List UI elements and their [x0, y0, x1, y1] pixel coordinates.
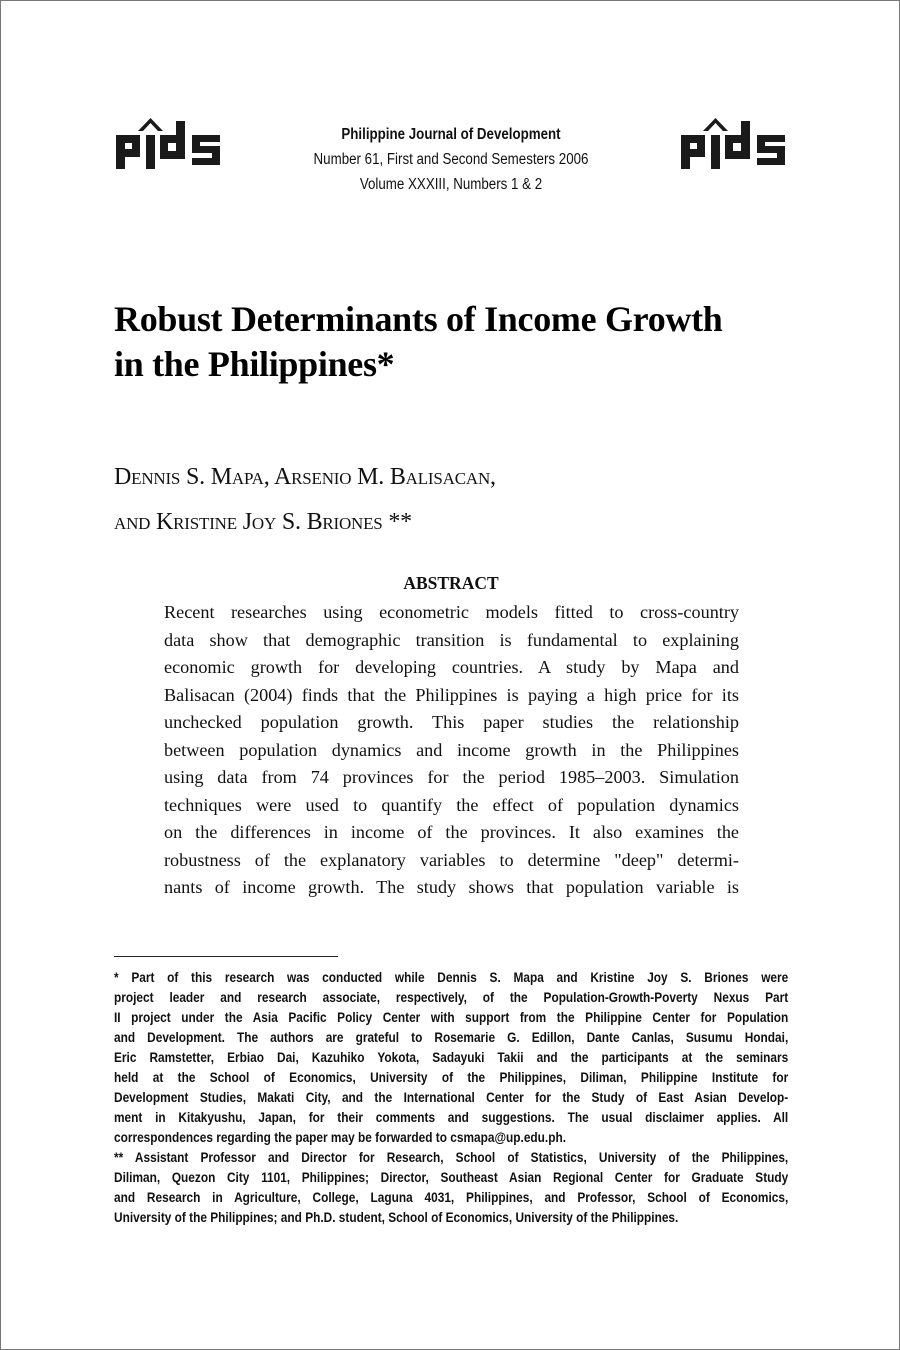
footnote-line: Development Studies, Makati City, and the International Center for the Study of East Asian Develop- [114, 1090, 789, 1105]
footnote-line: correspondences regarding the paper may be forwarded to csmapa@up.edu.ph. [114, 1130, 567, 1145]
footnote-line: and Research in Agriculture, College, Laguna 4031, Philippines, and Professor, School of Economics, [114, 1190, 789, 1205]
footnote-line: held at the School of Economics, University of the Philippines, Diliman, Philippine Institute for [114, 1070, 789, 1085]
footnote-line: II project under the Asia Pacific Policy Center with support from the Philippine Center for Population [114, 1010, 789, 1025]
footnote-line: ment in Kitakyushu, Japan, for their comments and suggestions. The usual disclaimer applies. All [114, 1110, 789, 1125]
title-line: Robust Determinants of Income Growth [114, 299, 723, 339]
abstract-line: using data from 74 provinces for the period 1985–2003. Simulation [164, 767, 739, 787]
footnote-line: project leader and research associate, respectively, of the Population-Growth-Poverty Nexus Part [114, 990, 789, 1005]
footnote-divider [114, 956, 338, 957]
footnote-line: ** Assistant Professor and Director for Research, School of Statistics, University of the Philippines, [114, 1150, 789, 1165]
abstract-line: data show that demographic transition is fundamental to explaining [164, 629, 739, 650]
author-line: Dennis S. Mapa, Arsenio M. Balisacan, [114, 464, 496, 490]
footnote-line: Diliman, Quezon City 1101, Philippines; Director, Southeast Asian Regional Center for Graduate Study [114, 1170, 789, 1185]
abstract-heading: ABSTRACT [403, 573, 499, 593]
footnote-line: and Development. The authors are grateful to Rosemarie G. Edillon, Dante Canlas, Susumu Hondai, [114, 1030, 789, 1045]
pids-logo-icon [114, 117, 224, 169]
author-list [114, 455, 814, 545]
journal-issue: Number 61, First and Second Semesters 2006 [313, 151, 589, 168]
pids-logo-left [114, 117, 224, 169]
abstract-line: robustness of the explanatory variables to determine "deep" determi- [164, 849, 739, 870]
journal-header [279, 122, 623, 197]
abstract-line: between population dynamics and income growth in the Philippines [164, 739, 739, 760]
abstract-line: Balisacan (2004) finds that the Philippines is paying a high price for its [164, 684, 739, 705]
title-line: in the Philippines* [114, 344, 395, 384]
footnote-line: * Part of this research was conducted while Dennis S. Mapa and Kristine Joy S. Briones were [114, 970, 789, 985]
pids-logo-right [679, 117, 789, 169]
journal-volume: Volume XXXIII, Numbers 1 & 2 [359, 176, 543, 193]
pids-logo-icon [679, 117, 789, 169]
journal-name: Philippine Journal of Development [341, 126, 561, 143]
abstract-line: on the differences in income of the provinces. It also examines the [164, 822, 739, 842]
abstract-body [164, 599, 739, 902]
author-line: and Kristine Joy S. Briones ** [114, 509, 412, 535]
footnotes [114, 968, 788, 1228]
abstract-line: Recent researches using econometric models fitted to cross-country [164, 602, 739, 622]
footnote-line: University of the Philippines; and Ph.D. student, School of Economics, University of the Philippines. [114, 1210, 679, 1225]
footnote-line: Eric Ramstetter, Erbiao Dai, Kazuhiko Yokota, Sadayuki Takii and the participants at the seminars [114, 1050, 789, 1065]
abstract-line: economic growth for developing countries. A study by Mapa and [164, 657, 739, 677]
abstract-line: unchecked population growth. This paper studies the relationship [164, 712, 739, 732]
abstract-line: nants of income growth. The study shows that population variable is [164, 877, 739, 897]
paper-title [114, 297, 814, 387]
abstract-line: techniques were used to quantify the effect of population dynamics [164, 794, 739, 815]
